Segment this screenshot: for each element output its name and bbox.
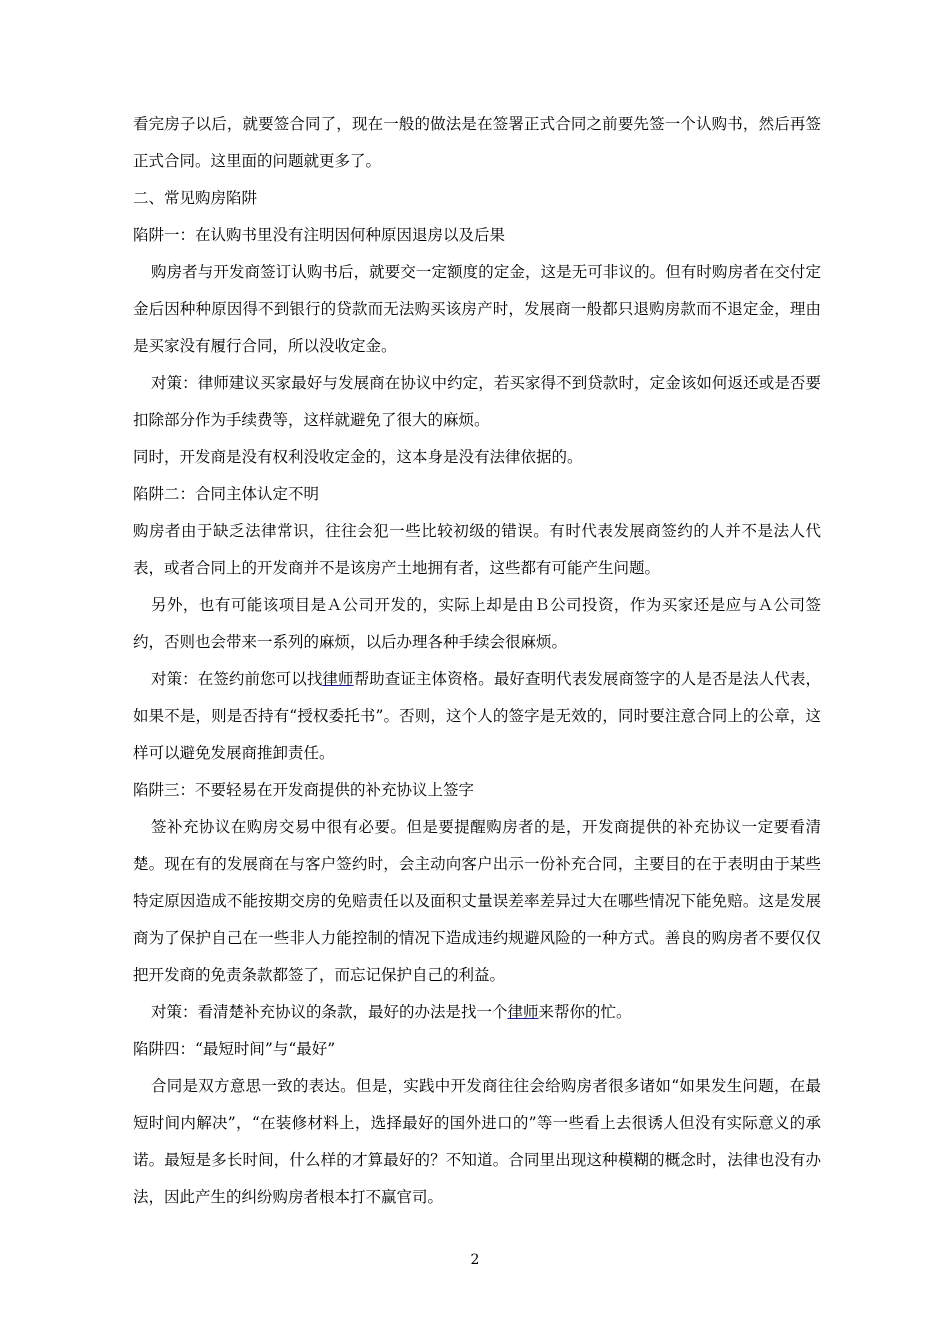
intro-paragraph: 看完房子以后，就要签合同了，现在一般的做法是在签署正式合同之前要先签一个认购书，然后再签正式合同。这里面的问题就更多了。	[133, 115, 821, 170]
trap-three-heading: 陷阱三：不要轻易在开发商提供的补充协议上签字	[133, 781, 475, 799]
trap-one-countermeasure: 对策：律师建议买家最好与发展商在协议中约定，若买家得不到贷款时，定金该如何返还或是否要扣除部分作为手续费等，这样就避免了很大的麻烦。	[133, 374, 821, 429]
trap-four-heading: 陷阱四：“最短时间”与“最好”	[133, 1040, 336, 1058]
trap-four-description: 合同是双方意思一致的表达。但是，实践中开发商往往会给购房者很多诸如“如果发生问题，在最短时间内解决”，“在装修材料上，选择最好的国外进口的”等一些看上去很诱人但没有实际意义的承诺。最短是多长时间，什么样的才算最好的？不知道。合同里出现这种模糊的概念时，法律也没有办法，因此产生的纠纷购房者根本打不赢官司。	[133, 1077, 821, 1206]
section-heading: 二、常见购房陷阱	[133, 189, 258, 207]
trap-two-countermeasure	[133, 661, 821, 772]
trap-three-countermeasure	[133, 994, 821, 1031]
trap-two-heading: 陷阱二：合同主体认定不明	[133, 485, 320, 503]
trap-one-description: 购房者与开发商签订认购书后，就要交一定额度的定金，这是无可非议的。但有时购房者在交付定金后因种种原因得不到银行的贷款而无法购买该房产时，发展商一般都只退购房款而不退定金，理由是买家没有履行合同，所以没收定金。	[133, 263, 821, 355]
text-segment: 来帮你的忙。	[538, 1003, 632, 1021]
lawyer-link[interactable]: 律师	[507, 1003, 539, 1021]
document-body	[133, 106, 821, 1216]
trap-one-heading: 陷阱一：在认购书里没有注明因何种原因退房以及后果	[133, 226, 506, 244]
trap-one-note: 同时，开发商是没有权利没收定金的，这本身是没有法律依据的。	[133, 448, 583, 466]
text-segment: 对策：看清楚补充协议的条款，最好的办法是找一个	[151, 1003, 508, 1021]
trap-two-example: 另外，也有可能该项目是Ａ公司开发的，实际上却是由Ｂ公司投资，作为买家还是应与Ａ公司签约，否则也会带来一系列的麻烦，以后办理各种手续会很麻烦。	[133, 596, 821, 651]
text-segment: 帮助查证主体资格。最好查明代表发展商签字的人是否是法人代表，如果不是，则是否持有“授权委托书”。否则，这个人的签字是无效的，同时要注意合同上的公章，这样可以避免发展商推卸责任。	[133, 670, 821, 762]
lawyer-link[interactable]: 律师	[322, 670, 354, 688]
trap-two-description: 购房者由于缺乏法律常识，往往会犯一些比较初级的错误。有时代表发展商签约的人并不是法人代表，或者合同上的开发商并不是该房产土地拥有者，这些都有可能产生问题。	[133, 522, 821, 577]
trap-three-description: 签补充协议在购房交易中很有必要。但是要提醒购房者的是，开发商提供的补充协议一定要看清楚。现在有的发展商在与客户签约时，会主动向客户出示一份补充合同，主要目的在于表明由于某些特定原因造成不能按期交房的免赔责任以及面积丈量误差率差异过大在哪些情况下能免赔。这是发展商为了保护自己在一些非人力能控制的情况下造成违约规避风险的一种方式。善良的购房者不要仅仅把开发商的免责条款都签了，而忘记保护自己的利益。	[133, 818, 821, 984]
page-number: 2	[470, 1252, 480, 1268]
text-segment: 对策：在签约前您可以找	[151, 670, 323, 688]
